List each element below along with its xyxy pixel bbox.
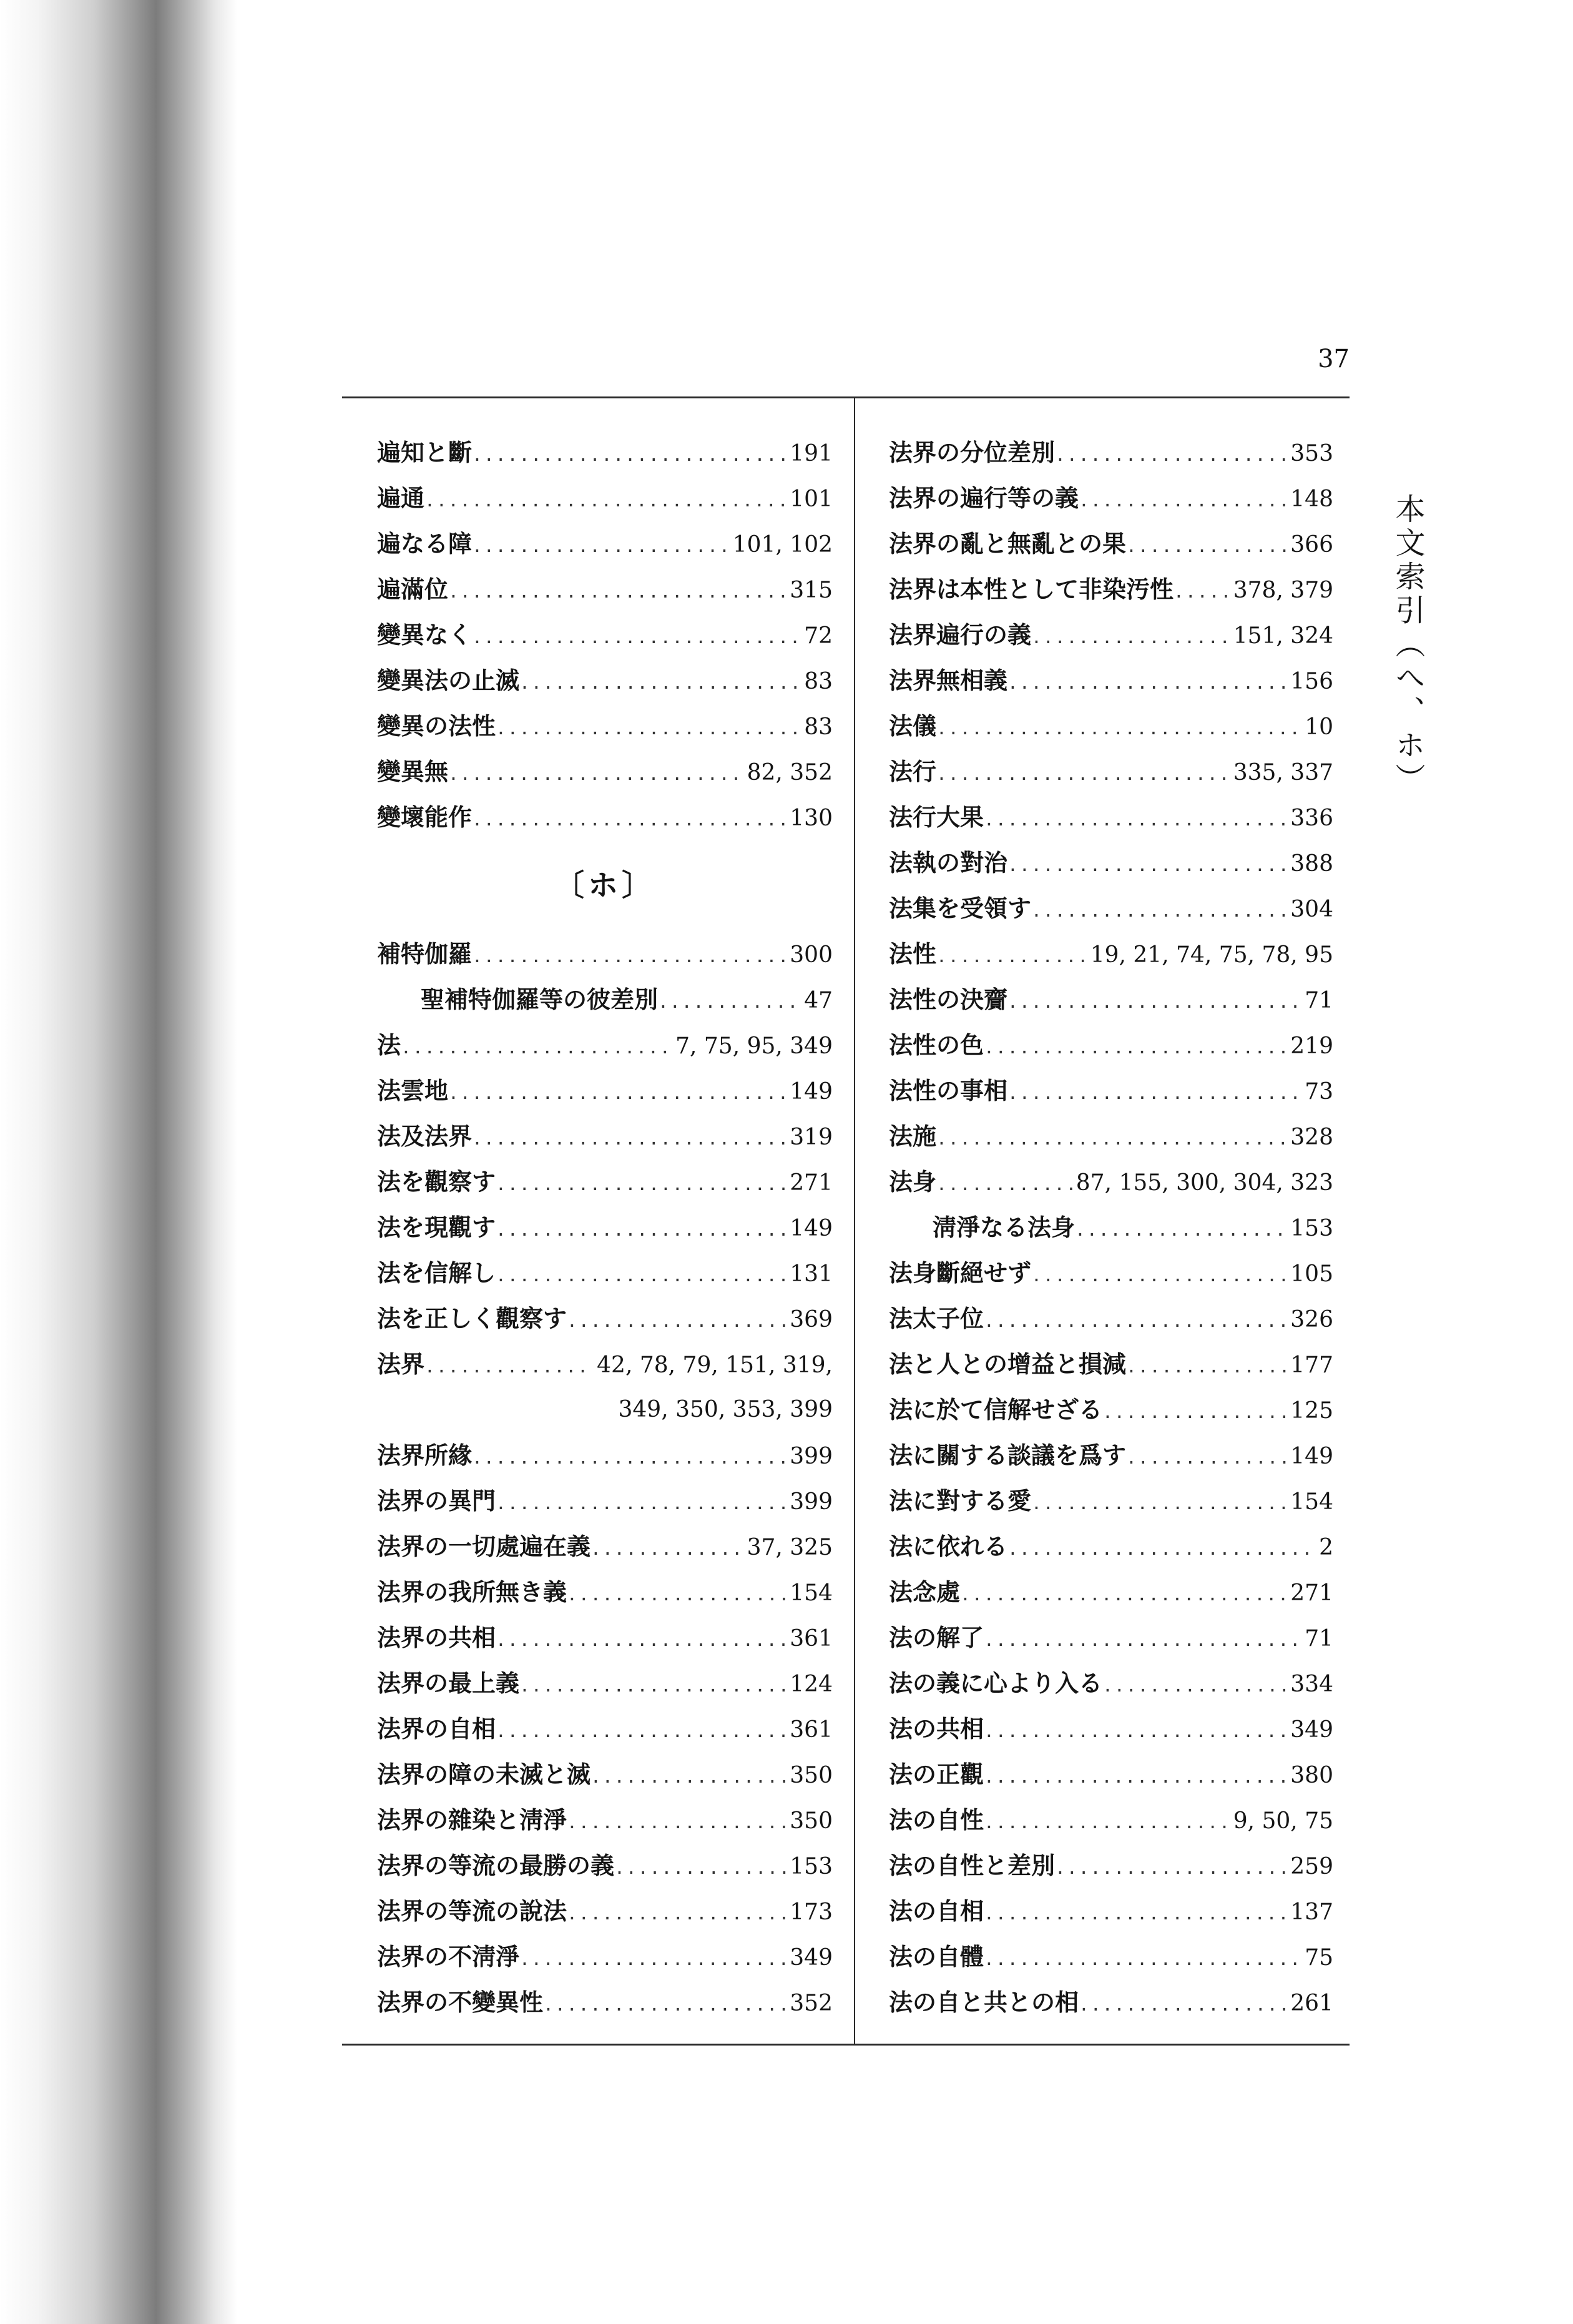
page-references: 191 <box>790 441 833 466</box>
index-term: 法を信解し <box>377 1259 496 1287</box>
index-term: 法集を受領す <box>889 894 1032 922</box>
index-term: 法を正しく觀察す <box>377 1304 567 1332</box>
dot-leader <box>472 523 729 569</box>
index-term: 法界の不淸淨 <box>377 1942 520 1971</box>
index-term: 法界の遍行等の義 <box>889 484 1079 512</box>
index-entry <box>889 1250 1333 1296</box>
page-references: 319 <box>790 1125 833 1150</box>
dot-leader <box>984 1891 1286 1936</box>
index-entry <box>377 1569 833 1615</box>
index-entry <box>377 703 833 749</box>
page-references: 101 <box>790 486 833 512</box>
index-term: 法界の雜染と淸淨 <box>377 1806 567 1834</box>
page-references: 71 <box>1305 988 1333 1013</box>
page-references: 73 <box>1305 1079 1333 1105</box>
left-bottom-list <box>377 1432 833 2025</box>
index-entry <box>889 1524 1333 1569</box>
index-term: 法に關する談議を爲す <box>889 1441 1127 1469</box>
dot-leader <box>984 1025 1286 1070</box>
dot-leader <box>1031 1480 1286 1526</box>
index-entry <box>889 977 1333 1022</box>
dot-leader <box>496 1161 786 1207</box>
index-entry <box>377 1751 833 1797</box>
dot-leader <box>1126 523 1286 569</box>
dot-leader <box>1007 1070 1301 1116</box>
dot-leader <box>1055 432 1286 478</box>
index-entry-continuation: 349, 350, 353, 399 <box>618 1397 833 1422</box>
index-entry <box>889 794 1333 840</box>
page-references: 349 <box>790 1945 833 1971</box>
page-references: 304 <box>1290 897 1333 922</box>
dot-leader <box>658 979 800 1025</box>
dot-leader <box>1031 1253 1286 1298</box>
dot-leader <box>448 751 743 797</box>
page-number: 37 <box>1318 345 1350 373</box>
page-references: 326 <box>1290 1307 1333 1332</box>
dot-leader <box>1126 1435 1286 1480</box>
index-entry <box>377 977 833 1022</box>
index-term: 法を現觀す <box>377 1213 496 1241</box>
index-term: 法性 <box>889 940 937 968</box>
index-entry <box>889 1979 1333 2025</box>
dot-leader <box>1031 888 1286 933</box>
page-references: 2 <box>1319 1535 1333 1560</box>
dot-leader <box>960 1572 1286 1617</box>
dot-leader <box>567 1298 786 1344</box>
page-references: 82, 352 <box>747 760 833 785</box>
dot-leader <box>614 1845 786 1891</box>
page-references: 335, 337 <box>1233 760 1333 785</box>
dot-leader <box>1055 1845 1286 1891</box>
dot-leader <box>936 933 1087 979</box>
dot-leader <box>1079 478 1286 523</box>
index-entry <box>889 840 1333 885</box>
index-term: 法界の障の未滅と滅 <box>377 1760 591 1788</box>
index-term: 法界遍行の義 <box>889 621 1032 649</box>
index-term: 法界の異門 <box>377 1487 496 1515</box>
index-entry <box>377 1250 833 1296</box>
index-term: 法性の色 <box>889 1031 984 1059</box>
index-term: 法儀 <box>889 712 937 740</box>
index-entry <box>889 1615 1333 1660</box>
index-term: 法執の對治 <box>889 849 1008 877</box>
index-term: 法の自性と差別 <box>889 1851 1056 1879</box>
dot-leader <box>1007 979 1301 1025</box>
index-term: 法界の不變異性 <box>377 1988 544 2016</box>
page-references: 10 <box>1305 714 1333 740</box>
page-references: 42, 78, 79, 151, 319, <box>597 1352 833 1378</box>
index-term: 法身斷絕せず <box>889 1259 1032 1287</box>
dot-leader <box>936 1116 1286 1161</box>
index-term: 法に對する愛 <box>889 1487 1032 1515</box>
page-references: 149 <box>1290 1444 1333 1469</box>
page-references: 361 <box>790 1626 833 1652</box>
index-entry <box>889 430 1333 475</box>
index-term: 法界の共相 <box>377 1623 496 1652</box>
dot-leader <box>1031 614 1230 660</box>
page-references: 101, 102 <box>732 532 833 558</box>
index-entry <box>377 566 833 612</box>
index-entry <box>889 1159 1333 1204</box>
index-entry <box>889 1660 1333 1706</box>
dot-leader <box>448 1070 786 1116</box>
index-term: 變異法の止滅 <box>377 666 520 694</box>
index-entry <box>377 1524 833 1569</box>
dot-leader <box>567 1800 786 1845</box>
page-references: 399 <box>790 1444 833 1469</box>
page-references: 156 <box>1290 669 1333 694</box>
index-term: 法を觀察す <box>377 1168 496 1196</box>
index-entry <box>889 885 1333 931</box>
dot-leader <box>472 432 786 478</box>
dot-leader <box>567 1572 786 1617</box>
page-references: 72 <box>804 623 833 649</box>
dot-leader <box>984 1708 1286 1754</box>
dot-leader <box>472 1116 786 1161</box>
dot-leader <box>496 1480 786 1526</box>
dot-leader <box>1007 1526 1315 1572</box>
dot-leader <box>401 1025 672 1070</box>
index-term: 聖補特伽羅等の彼差別 <box>421 985 659 1013</box>
index-entry <box>889 566 1333 612</box>
index-entry <box>377 430 833 475</box>
index-term: 法界無相義 <box>889 666 1008 694</box>
index-term: 淸淨なる法身 <box>933 1213 1076 1241</box>
index-term: 遍滿位 <box>377 575 449 603</box>
index-entry <box>889 1022 1333 1068</box>
page-references: 352 <box>790 1991 833 2016</box>
index-term: 變異無 <box>377 757 449 785</box>
index-term: 法界の我所無き義 <box>377 1578 567 1606</box>
index-term: 法界の亂と無亂との果 <box>889 529 1127 558</box>
index-entry <box>889 1204 1333 1250</box>
index-term: 法の自と共との相 <box>889 1988 1079 2016</box>
dot-leader <box>984 1800 1230 1845</box>
page-references: 315 <box>790 578 833 603</box>
dot-leader <box>984 1617 1301 1663</box>
index-term: 法界の等流の最勝の義 <box>377 1851 615 1879</box>
index-term: 法の義に心より入る <box>889 1669 1103 1697</box>
index-entry <box>889 1569 1333 1615</box>
index-term: 法性の事相 <box>889 1076 1008 1105</box>
index-term: 變壞能作 <box>377 803 473 831</box>
page-references: 388 <box>1290 851 1333 877</box>
index-entry <box>377 749 833 794</box>
page-references: 219 <box>1290 1033 1333 1059</box>
index-entry <box>377 1979 833 2025</box>
index-entry <box>889 1341 1333 1387</box>
dot-leader <box>590 1754 786 1800</box>
index-term: 法の自相 <box>889 1897 984 1925</box>
index-entry <box>377 1888 833 1934</box>
page-references: 105 <box>1290 1261 1333 1287</box>
page-references: 9, 50, 75 <box>1233 1808 1333 1834</box>
left-column <box>377 430 833 2025</box>
index-term: 法界所緣 <box>377 1441 473 1469</box>
index-term: 遍知と斷 <box>377 438 473 466</box>
index-entry <box>377 1296 833 1341</box>
page-references: 7, 75, 95, 349 <box>675 1033 833 1059</box>
index-entry <box>377 931 833 977</box>
index-entry <box>377 1706 833 1751</box>
dot-leader <box>984 797 1286 842</box>
page-references: 353 <box>1290 441 1333 466</box>
dot-leader <box>936 751 1230 797</box>
index-entry <box>377 1478 833 1524</box>
dot-leader <box>543 1982 786 2027</box>
index-entry <box>377 1797 833 1843</box>
index-entry <box>889 1432 1333 1478</box>
index-term: 法界は本性として非染汚性 <box>889 575 1174 603</box>
index-entry <box>377 1068 833 1113</box>
index-entry <box>377 657 833 703</box>
index-term: 遍通 <box>377 484 425 512</box>
index-entry <box>889 749 1333 794</box>
index-entry <box>889 1706 1333 1751</box>
dot-leader <box>424 478 786 523</box>
page-references: 37, 325 <box>747 1535 833 1560</box>
page-references: 124 <box>790 1672 833 1697</box>
dot-leader <box>1174 569 1230 614</box>
dot-leader <box>472 797 786 842</box>
index-term: 法身 <box>889 1168 937 1196</box>
index-term: 法念處 <box>889 1578 961 1606</box>
index-term: 變異の法性 <box>377 712 496 740</box>
page-references: 137 <box>1290 1899 1333 1925</box>
index-term: 補特伽羅 <box>377 940 473 968</box>
dot-leader <box>1007 842 1286 888</box>
index-entry <box>377 1204 833 1250</box>
index-entry <box>889 612 1333 657</box>
index-entry <box>889 1934 1333 1979</box>
page-references: 350 <box>790 1763 833 1788</box>
page-references: 153 <box>1290 1216 1333 1241</box>
index-term: 法施 <box>889 1122 937 1150</box>
page-references: 300 <box>790 942 833 968</box>
index-entry <box>889 521 1333 566</box>
index-entry <box>377 1022 833 1068</box>
index-term: 法界の分位差別 <box>889 438 1056 466</box>
index-term: 法 <box>377 1031 401 1059</box>
index-entry <box>889 1478 1333 1524</box>
dot-leader <box>1075 1207 1286 1253</box>
index-term: 法の共相 <box>889 1715 984 1743</box>
index-entry <box>377 1934 833 1979</box>
dot-leader <box>936 1161 1072 1207</box>
index-frame <box>342 396 1350 2046</box>
running-header-vertical: 本文索引（へ、ホ） <box>1390 493 1425 797</box>
index-entry <box>889 1387 1333 1432</box>
index-entry <box>889 1888 1333 1934</box>
page-references: 271 <box>790 1170 833 1196</box>
left-top-list <box>377 430 833 840</box>
index-entry <box>889 1751 1333 1797</box>
dot-leader <box>424 1344 593 1389</box>
dot-leader <box>496 1207 786 1253</box>
dot-leader <box>567 1891 786 1936</box>
page-references: 47 <box>804 988 833 1013</box>
dot-leader <box>984 1754 1286 1800</box>
index-term: 法の正觀 <box>889 1760 984 1788</box>
page-references: 369 <box>790 1307 833 1332</box>
index-term: 變異なく <box>377 621 473 649</box>
index-entry <box>377 1432 833 1478</box>
dot-leader <box>519 1936 786 1982</box>
index-entry <box>889 1113 1333 1159</box>
page-references: 177 <box>1290 1352 1333 1378</box>
dot-leader <box>1126 1344 1286 1389</box>
dot-leader <box>984 1936 1301 1982</box>
index-entry <box>377 1843 833 1888</box>
page-references: 328 <box>1290 1125 1333 1150</box>
dot-leader <box>936 706 1301 751</box>
index-entry <box>889 703 1333 749</box>
index-entry <box>889 657 1333 703</box>
index-entry <box>377 1113 833 1159</box>
page-references: 349 <box>1290 1717 1333 1743</box>
page-references: 380 <box>1290 1763 1333 1788</box>
page-references: 336 <box>1290 805 1333 831</box>
dot-leader <box>496 1617 786 1663</box>
column-divider <box>854 398 855 2044</box>
page-references: 153 <box>790 1854 833 1879</box>
index-entry <box>377 1615 833 1660</box>
dot-leader <box>472 933 786 979</box>
page-references: 154 <box>1290 1489 1333 1515</box>
binding-gutter-shadow <box>0 0 237 2324</box>
page-references: 149 <box>790 1079 833 1105</box>
index-term: 法界の一切處遍在義 <box>377 1532 591 1560</box>
page-references: 151, 324 <box>1233 623 1333 649</box>
index-entry <box>377 1341 833 1387</box>
dot-leader <box>496 1253 786 1298</box>
index-term: 法界 <box>377 1350 425 1378</box>
index-entry <box>377 475 833 521</box>
page-references: 261 <box>1290 1991 1333 2016</box>
index-entry <box>889 1843 1333 1888</box>
page-references: 378, 379 <box>1233 578 1333 603</box>
page-references: 87, 155, 300, 304, 323 <box>1076 1170 1333 1196</box>
page-references: 71 <box>1305 1626 1333 1652</box>
index-term: 法及法界 <box>377 1122 473 1150</box>
dot-leader <box>1079 1982 1286 2027</box>
index-term: 法行大果 <box>889 803 984 831</box>
index-term: 法性の決齎 <box>889 985 1008 1013</box>
index-entry <box>377 794 833 840</box>
dot-leader <box>448 569 786 614</box>
page-references: 366 <box>1290 532 1333 558</box>
page-references: 149 <box>790 1216 833 1241</box>
page-references: 259 <box>1290 1854 1333 1879</box>
dot-leader <box>519 660 800 706</box>
dot-leader <box>984 1298 1286 1344</box>
index-term: 法太子位 <box>889 1304 984 1332</box>
page-references: 130 <box>790 805 833 831</box>
dot-leader <box>472 614 800 660</box>
dot-leader <box>1007 660 1286 706</box>
page-references: 334 <box>1290 1672 1333 1697</box>
right-column <box>889 430 1333 2025</box>
index-term: 法に依れる <box>889 1532 1008 1560</box>
section-heading-ho: 〔ホ〕 <box>554 868 655 903</box>
index-term: 法の解了 <box>889 1623 984 1652</box>
index-term: 法界の自相 <box>377 1715 496 1743</box>
index-term: 法の自體 <box>889 1942 984 1971</box>
dot-leader <box>496 1708 786 1754</box>
dot-leader <box>496 706 800 751</box>
index-entry <box>377 1159 833 1204</box>
index-entry <box>889 1068 1333 1113</box>
index-term: 法行 <box>889 757 937 785</box>
left-ho-list <box>377 931 833 1387</box>
index-term: 遍なる障 <box>377 529 473 558</box>
index-entry <box>889 931 1333 977</box>
page-references: 148 <box>1290 486 1333 512</box>
index-entry <box>377 612 833 657</box>
page-references: 83 <box>804 669 833 694</box>
page-references: 19, 21, 74, 75, 78, 95 <box>1090 942 1333 968</box>
index-term: 法界の等流の說法 <box>377 1897 567 1925</box>
page-references: 125 <box>1290 1398 1333 1424</box>
index-entry <box>889 1797 1333 1843</box>
dot-leader <box>519 1663 786 1708</box>
index-term: 法の自性 <box>889 1806 984 1834</box>
page-references: 173 <box>790 1899 833 1925</box>
page-references: 350 <box>790 1808 833 1834</box>
page-references: 271 <box>1290 1580 1333 1606</box>
page-references: 399 <box>790 1489 833 1515</box>
dot-leader <box>472 1435 786 1480</box>
right-list <box>889 430 1333 2025</box>
page-references: 361 <box>790 1717 833 1743</box>
page-references: 154 <box>790 1580 833 1606</box>
index-entry <box>377 1660 833 1706</box>
page-references: 83 <box>804 714 833 740</box>
index-entry <box>889 1296 1333 1341</box>
page-references: 131 <box>790 1261 833 1287</box>
index-term: 法界の最上義 <box>377 1669 520 1697</box>
index-term: 法と人との增益と損減 <box>889 1350 1127 1378</box>
index-term: 法に於て信解せざる <box>889 1396 1103 1424</box>
index-term: 法雲地 <box>377 1076 449 1105</box>
dot-leader <box>590 1526 743 1572</box>
dot-leader <box>1102 1663 1286 1708</box>
page-references: 75 <box>1305 1945 1333 1971</box>
index-entry <box>377 521 833 566</box>
dot-leader <box>1102 1389 1286 1435</box>
index-entry <box>889 475 1333 521</box>
